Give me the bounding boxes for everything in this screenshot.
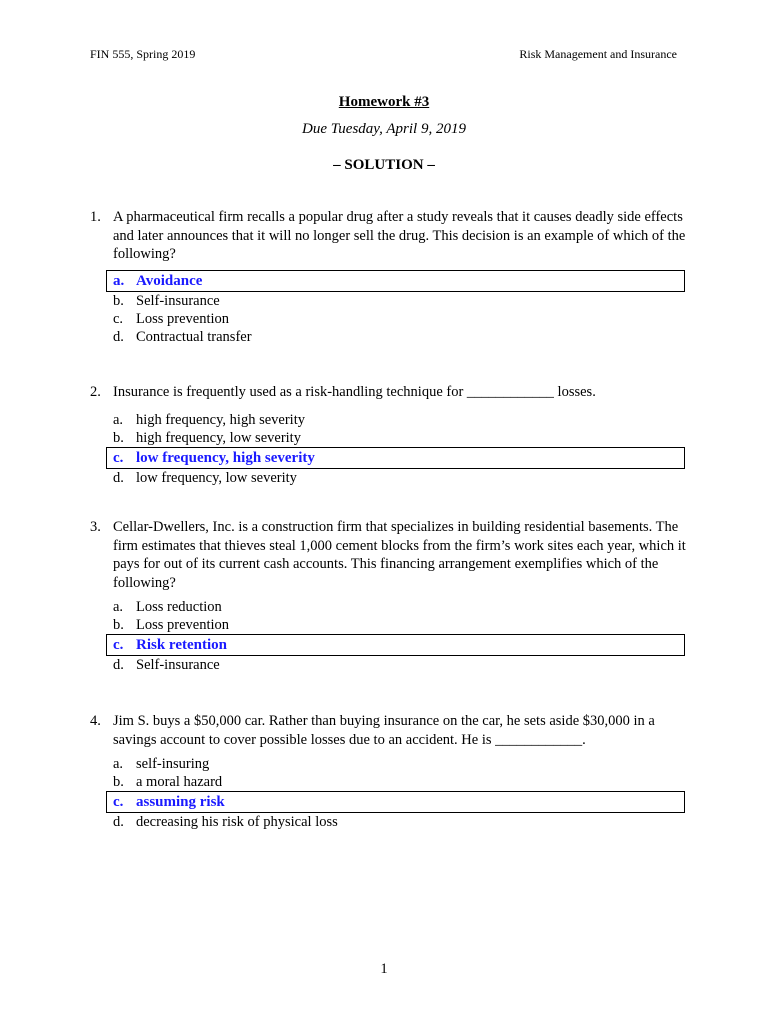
option-list [90,411,690,487]
option-text: Loss prevention [136,310,230,327]
answer-option [90,656,690,674]
answer-option [90,755,690,773]
option-letter: a. [113,756,124,772]
question-number: 4. [90,713,101,729]
answer-option [90,598,690,616]
option-text: Self-insurance [136,292,220,309]
option-text: Loss reduction [136,599,222,615]
option-text: Risk retention [136,637,227,653]
option-letter: b. [113,292,124,309]
answer-option [90,310,690,328]
question-text: A pharmaceutical firm recalls a popular drug after a study reveals that it causes deadly side effects and later announces that it will no longer sell the drug. This decision is an example of which of the following? [113,209,686,262]
option-text: a moral hazard [136,774,223,790]
option-letter: a. [113,599,124,615]
option-text: Loss prevention [136,617,230,633]
page-title: Homework #3 [338,94,430,110]
question-3 [90,518,690,674]
header-subject: Risk Management and Insurance [519,47,677,61]
option-letter: a. [113,272,125,289]
option-text: assuming risk [136,794,225,810]
answer-option [90,328,690,346]
option-letter: d. [113,469,124,486]
option-text: high frequency, low severity [136,429,301,446]
answer-option [90,429,690,447]
option-text: self-insuring [136,756,210,772]
answer-option [90,292,690,310]
question-1 [90,208,690,346]
correct-answer-option [106,791,685,813]
answer-option [90,813,690,831]
option-text: Contractual transfer [136,328,252,345]
answer-option [90,411,690,429]
question-2 [90,383,690,487]
question-number: 2. [90,384,101,400]
question-text: Cellar-Dwellers, Inc. is a construction firm that specializes in building residential basements. The firm estimates that thieves steal 1,000 cement blocks from the firm’s work sites each year, which it pays for out of its current cash accounts. This financing arrangement exemplifies which of the following? [113,519,686,591]
option-list [90,270,690,346]
question-4 [90,712,690,831]
correct-answer-option [106,634,685,656]
option-list [90,755,690,831]
correct-answer-option [106,270,685,292]
option-letter: d. [113,657,124,673]
correct-answer-option [106,447,685,469]
answer-option [90,773,690,791]
option-letter: b. [113,617,124,633]
option-text: decreasing his risk of physical loss [136,814,338,830]
answer-option [90,616,690,634]
question-number: 1. [90,209,101,225]
option-letter: a. [113,411,124,428]
header-course: FIN 555, Spring 2019 [90,47,196,61]
option-letter: c. [113,794,124,810]
page-number: 1 [380,961,388,977]
question-number: 3. [90,519,101,535]
option-letter: d. [113,814,124,830]
option-list [90,598,690,674]
answer-option [90,469,690,487]
option-text: low frequency, low severity [136,469,297,486]
option-text: Self-insurance [136,657,220,673]
option-text: Avoidance [136,272,203,289]
question-text: Insurance is frequently used as a risk-handling technique for ____________ losses. [113,384,596,400]
due-date: Due Tuesday, April 9, 2019 [302,121,466,137]
option-text: high frequency, high severity [136,411,305,428]
solution-label: – SOLUTION – [333,157,435,173]
question-text: Jim S. buys a $50,000 car. Rather than buying insurance on the car, he sets aside $30,000 in a savings account to cover possible losses due to an accident. He is ____________. [113,713,655,748]
option-letter: d. [113,328,124,345]
option-text: low frequency, high severity [136,449,315,466]
option-letter: b. [113,429,124,446]
option-letter: c. [113,449,124,466]
option-letter: b. [113,774,124,790]
option-letter: c. [113,637,124,653]
option-letter: c. [113,310,124,327]
